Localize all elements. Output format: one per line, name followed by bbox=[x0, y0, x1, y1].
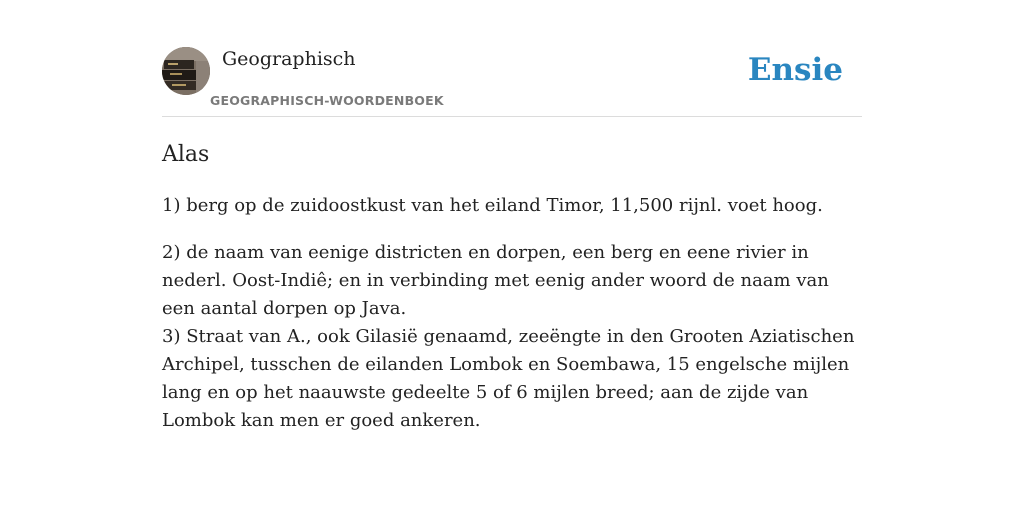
entry-header bbox=[162, 46, 862, 117]
definition-3: 3) Straat van A., ook Gilasië genaamd, zeeëngte in den Grooten Aziatischen Archipel, tusschen de eilanden Lombok en Soembawa, 15 engelsche mijlen lang en op het naauwste gedeelte 5 of 6 mijlen breed; aan de zijde van Lombok kan men er goed ankeren. bbox=[162, 326, 855, 431]
definition-2: 2) de naam van eenige districten en dorpen, een berg en eene rivier in nederl. Oost-Indiê; en in verbinding met eenig ander woord de naam van een aantal dorpen op Java. bbox=[162, 242, 829, 319]
source-slug[interactable]: GEOGRAPHISCH-WOORDENBOEK bbox=[210, 93, 444, 108]
definition-1: 1) berg op de zuidoostkust van het eiland Timor, 11,500 rijnl. voet hoog. bbox=[162, 195, 823, 216]
source-avatar[interactable] bbox=[162, 47, 210, 95]
source-name[interactable]: Geographisch bbox=[222, 48, 356, 70]
ensie-logo[interactable]: Ensie bbox=[747, 52, 843, 88]
entry-title: Alas bbox=[162, 142, 210, 167]
book-stack-image bbox=[162, 47, 210, 95]
entry-body bbox=[162, 192, 862, 435]
